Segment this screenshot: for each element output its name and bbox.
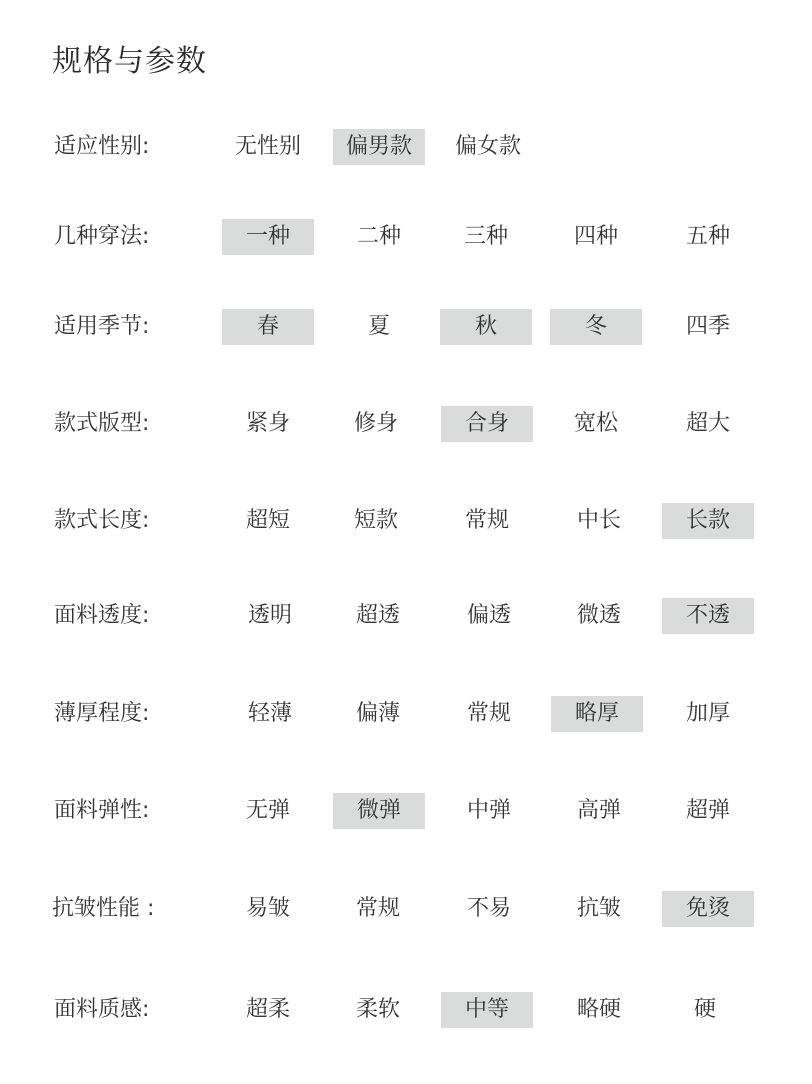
spec-row-season — [0, 309, 812, 345]
option-chip: 中弹 — [466, 798, 511, 823]
spec-row-thickness — [0, 696, 812, 732]
option-chip: 无弹 — [245, 798, 290, 823]
option-chip: 常规 — [355, 896, 400, 921]
option-chip: 二种 — [356, 224, 401, 249]
spec-row-wrinkle-resistance — [0, 891, 812, 927]
row-label: 适应性别: — [54, 134, 150, 159]
option-chip: 常规 — [466, 701, 511, 726]
option-chip: 超柔 — [245, 997, 290, 1022]
option-chip: 一种 — [222, 219, 314, 255]
option-chip: 超透 — [355, 603, 400, 628]
option-chip: 柔软 — [355, 997, 400, 1022]
option-chip: 常规 — [464, 508, 509, 533]
option-chip: 偏男款 — [333, 129, 425, 165]
option-chip: 高弹 — [576, 798, 621, 823]
spec-row-transparency — [0, 598, 812, 634]
option-chip: 抗皱 — [576, 896, 621, 921]
option-chip: 免烫 — [662, 891, 754, 927]
option-chip: 不易 — [466, 896, 511, 921]
row-label: 薄厚程度: — [54, 701, 150, 726]
option-chip: 五种 — [685, 224, 730, 249]
option-chip: 无性别 — [234, 134, 301, 159]
option-chip: 微透 — [576, 603, 621, 628]
option-chip: 略厚 — [551, 696, 643, 732]
option-chip: 短款 — [353, 508, 398, 533]
option-chip: 加厚 — [685, 701, 730, 726]
option-chip: 超短 — [245, 508, 290, 533]
option-chip: 不透 — [662, 598, 754, 634]
option-chip: 冬 — [550, 309, 642, 345]
spec-row-length — [0, 503, 812, 539]
option-chip: 偏薄 — [355, 701, 400, 726]
spec-row-fit — [0, 406, 812, 442]
option-chip: 易皱 — [245, 896, 290, 921]
option-chip: 微弹 — [333, 793, 425, 829]
option-chip: 四季 — [685, 314, 730, 339]
option-chip: 夏 — [367, 314, 390, 339]
row-label: 面料透度: — [54, 603, 150, 628]
option-chip: 略硬 — [576, 997, 621, 1022]
option-chip: 超大 — [685, 411, 730, 436]
row-label: 适用季节: — [54, 314, 150, 339]
option-chip: 秋 — [440, 309, 532, 345]
spec-row-wear-ways — [0, 219, 812, 255]
option-chip: 偏透 — [466, 603, 511, 628]
option-chip: 春 — [222, 309, 314, 345]
row-label: 款式版型: — [54, 411, 150, 436]
spec-row-elasticity — [0, 793, 812, 829]
page-title: 规格与参数 — [52, 44, 207, 79]
option-chip: 合身 — [441, 406, 533, 442]
option-chip: 硬 — [693, 997, 716, 1022]
row-label: 面料弹性: — [54, 798, 150, 823]
option-chip: 三种 — [463, 224, 508, 249]
option-chip: 透明 — [247, 603, 292, 628]
row-label: 抗皱性能 : — [52, 896, 155, 921]
option-chip: 轻薄 — [247, 701, 292, 726]
option-chip: 紧身 — [245, 411, 290, 436]
row-label: 几种穿法: — [54, 224, 150, 249]
option-chip: 宽松 — [573, 411, 618, 436]
option-chip: 四种 — [573, 224, 618, 249]
option-chip: 偏女款 — [454, 134, 521, 159]
option-chip: 中长 — [576, 508, 621, 533]
option-chip: 超弹 — [685, 798, 730, 823]
spec-row-gender — [0, 129, 812, 165]
option-chip: 中等 — [441, 992, 533, 1028]
row-label: 款式长度: — [54, 508, 150, 533]
option-chip: 修身 — [353, 411, 398, 436]
spec-row-texture — [0, 992, 812, 1028]
row-label: 面料质感: — [54, 997, 150, 1022]
option-chip: 长款 — [662, 503, 754, 539]
